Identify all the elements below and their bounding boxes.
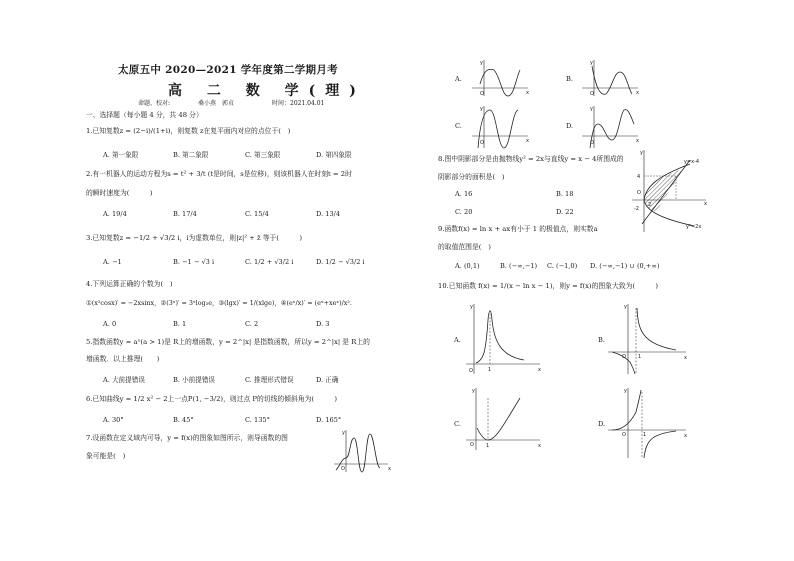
q8-option-a[interactable]: A. 16	[455, 190, 473, 198]
q1-option-d[interactable]: D. 第四象限	[316, 151, 352, 159]
q10a-one-label: 1	[488, 367, 492, 373]
q7b-y-label: y	[590, 60, 593, 66]
q7b-x-label: x	[636, 90, 639, 96]
q7-option-b[interactable]: B.	[566, 75, 573, 83]
q5-text-line1: 5.指数函数y = aˣ(a > 1)是 R上的增函数，y = 2^|x| 是指数函数，所以y = 2^|x| 是 R上的	[86, 338, 370, 346]
q7d-y-label: y	[590, 106, 593, 112]
q7-function-graph	[332, 428, 392, 474]
subject-title: 高 二 数 学(理)	[168, 83, 366, 99]
q9-option-a[interactable]: A. (0,1)	[455, 262, 480, 270]
q8-x-label: x	[704, 201, 707, 207]
q9-text-line2: 的取值范围是( )	[438, 243, 491, 251]
q10a-origin-label: O	[469, 368, 473, 374]
q1-option-b[interactable]: B. 第二象限	[173, 151, 209, 159]
q7d-origin-label: O	[590, 140, 594, 146]
q10a-y-label: y	[470, 304, 473, 310]
q10d-origin-label: O	[622, 432, 626, 438]
q10-option-b-graph	[606, 300, 690, 376]
q4-option-c[interactable]: C. 2	[245, 320, 259, 328]
q9-option-b[interactable]: B. (−∞,−1)	[500, 262, 538, 270]
q10-text: 10.已知函数 f(x) = 1/(x − ln x − 1)，则y = f(x)的图象大致为( )	[438, 282, 659, 290]
q7-option-a-graph	[470, 58, 530, 98]
q1-text: 1.已知复数z = (2−i)/(1+i)，则复数 z在复平面内对应的点位于( )	[86, 127, 291, 135]
q8-two-label: 2	[648, 202, 652, 208]
q5-option-b[interactable]: B. 小前提错误	[173, 376, 216, 384]
exam-title: 太原五中 2020—2021 学年度第二学期月考	[118, 64, 338, 76]
q7-option-b-graph	[580, 58, 640, 98]
q4-formula: ①(x²cosx)′ = −2xsinx，②(3ˣ)′ = 3ˣlog₃e，③(lgx)′ = 1/(xlge)，④(eˣ/x)′ = (eˣ+xeˣ)/x².	[86, 299, 352, 307]
q1-option-a[interactable]: A. 第一象限	[103, 151, 139, 159]
q10c-one-label: 1	[486, 443, 490, 449]
q2-option-c[interactable]: C. 15/4	[245, 210, 269, 218]
q7-fig-x-label: x	[388, 466, 391, 472]
exam-meta-people: 桑小燕 郭贞	[198, 100, 235, 107]
q10a-x-label: x	[538, 367, 541, 373]
q6-option-b[interactable]: B. 45°	[173, 416, 194, 424]
q10c-y-label: y	[472, 388, 475, 394]
q10-option-b[interactable]: B.	[598, 336, 605, 344]
q4-option-a[interactable]: A. 0	[103, 320, 117, 328]
q7-option-d[interactable]: D.	[566, 122, 574, 130]
q7-option-c-graph	[470, 104, 530, 150]
q3-option-d[interactable]: D. 1/2 − √3/2 i	[316, 258, 365, 266]
q7-text-line2: 象可能是( )	[86, 452, 126, 460]
q10-option-a[interactable]: A.	[454, 336, 461, 344]
q5-option-a[interactable]: A. 大前提错误	[103, 376, 145, 384]
q6-option-d[interactable]: D. 165°	[316, 416, 342, 424]
section-heading: 一、选择题（每小题 4 分，共 48 分）	[86, 111, 203, 119]
q7a-y-label: y	[480, 60, 483, 66]
q9-option-c[interactable]: C. (−1,0)	[547, 262, 578, 270]
q3-option-c[interactable]: C. 1/2 + √3/2 i	[245, 258, 294, 266]
exam-meta-time: 时间：2021.04.01	[272, 100, 325, 107]
q2-text-line2: 的瞬时速度为( )	[86, 189, 153, 197]
q4-option-d[interactable]: D. 3	[316, 320, 330, 328]
q4-option-b[interactable]: B. 1	[173, 320, 187, 328]
q8-four-label: 4	[637, 174, 641, 180]
q9-option-d[interactable]: D. (−∞,−1) ∪ (0,+∞)	[590, 262, 660, 270]
q7c-origin-label: O	[480, 140, 484, 146]
q5-option-c[interactable]: C. 推理形式错误	[245, 376, 294, 384]
q7-option-c[interactable]: C.	[455, 122, 462, 130]
q6-option-c[interactable]: C. 135°	[245, 416, 270, 424]
q7-fig-origin-label: O	[341, 466, 345, 472]
q10b-one-label: 1	[638, 354, 642, 360]
q2-text-line1: 2.有一机器人的运动方程为s = t² + 3/t (t是时间，s是位移)，则该机器人在时刻t = 2时	[86, 170, 352, 178]
q8-text-line2: 阴影部分的面积是( )	[438, 173, 505, 181]
q10c-x-label: x	[538, 443, 541, 449]
q10b-x-label: x	[684, 355, 687, 361]
q10-option-d[interactable]: D.	[598, 420, 606, 428]
q2-option-b[interactable]: B. 17/4	[173, 210, 197, 218]
q7c-y-label: y	[480, 106, 483, 112]
q8-origin-label: O	[637, 190, 641, 196]
q2-option-a[interactable]: A. 19/4	[103, 210, 127, 218]
q10d-x-label: x	[684, 433, 687, 439]
q8-y-label: y	[640, 150, 643, 156]
q7-option-a[interactable]: A.	[455, 75, 462, 83]
q2-option-d[interactable]: D. 13/4	[316, 210, 341, 218]
q7b-origin-label: O	[590, 91, 594, 97]
q10-option-c-graph	[464, 384, 544, 460]
q8-curve-label: y²=2x	[686, 224, 702, 230]
q8-option-b[interactable]: B. 18	[556, 190, 574, 198]
q10b-y-label: y	[624, 304, 627, 310]
q7-text-line1: 7.设函数在定义域内可导，y = f(x)的图象如图所示，则导函数的图	[86, 434, 288, 442]
q9-text-line1: 9.函数f(x) = ln x + ax有小于 1 的极值点，则实数a	[438, 225, 598, 233]
q10b-origin-label: O	[622, 354, 626, 360]
q10d-y-label: y	[624, 388, 627, 394]
q7c-x-label: x	[526, 138, 529, 144]
q7-option-d-graph	[580, 104, 640, 150]
q10-option-a-graph	[464, 300, 544, 376]
exam-meta-prop: 命题、校对:	[138, 100, 171, 107]
q1-option-c[interactable]: C. 第三象限	[245, 151, 281, 159]
q7a-origin-label: O	[480, 91, 484, 97]
q3-option-a[interactable]: A. −1	[103, 258, 122, 266]
q5-text-line2: 增函数．以上推理( )	[86, 355, 160, 363]
q10c-origin-label: O	[470, 442, 474, 448]
q7d-x-label: x	[636, 138, 639, 144]
q8-option-d[interactable]: D. 22	[556, 208, 574, 216]
q10-option-c[interactable]: C.	[454, 420, 461, 428]
q3-option-b[interactable]: B. −1 − √3 i	[173, 258, 215, 266]
q8-line-label: y=x-4	[684, 159, 700, 165]
q6-option-a[interactable]: A. 30°	[103, 416, 124, 424]
q4-text: 4.下列运算正确的个数为( )	[86, 280, 173, 288]
q5-option-d[interactable]: D. 正确	[316, 376, 339, 384]
q3-text: 3.已知复数z = −1/2 + √3/2 i，i为虚数单位，则|z|² + z̄ 等于( )	[86, 234, 303, 242]
q7-fig-y-label: y	[342, 430, 345, 436]
q10-option-d-graph	[606, 384, 690, 460]
q8-neg2-label: -2	[634, 206, 639, 212]
q10d-one-label: 1	[643, 432, 647, 438]
q8-text-line1: 8.图中阴影部分是由抛物线y² = 2x与直线y = x − 4所围成的	[438, 155, 624, 163]
q7a-x-label: x	[526, 90, 529, 96]
q8-option-c[interactable]: C. 20	[455, 208, 473, 216]
q8-area-figure	[628, 148, 712, 234]
q6-text: 6.已知曲线y = 1/2 x² − 2上一点P(1, −3/2)，则过点 P的切线的倾斜角为( )	[86, 395, 338, 403]
